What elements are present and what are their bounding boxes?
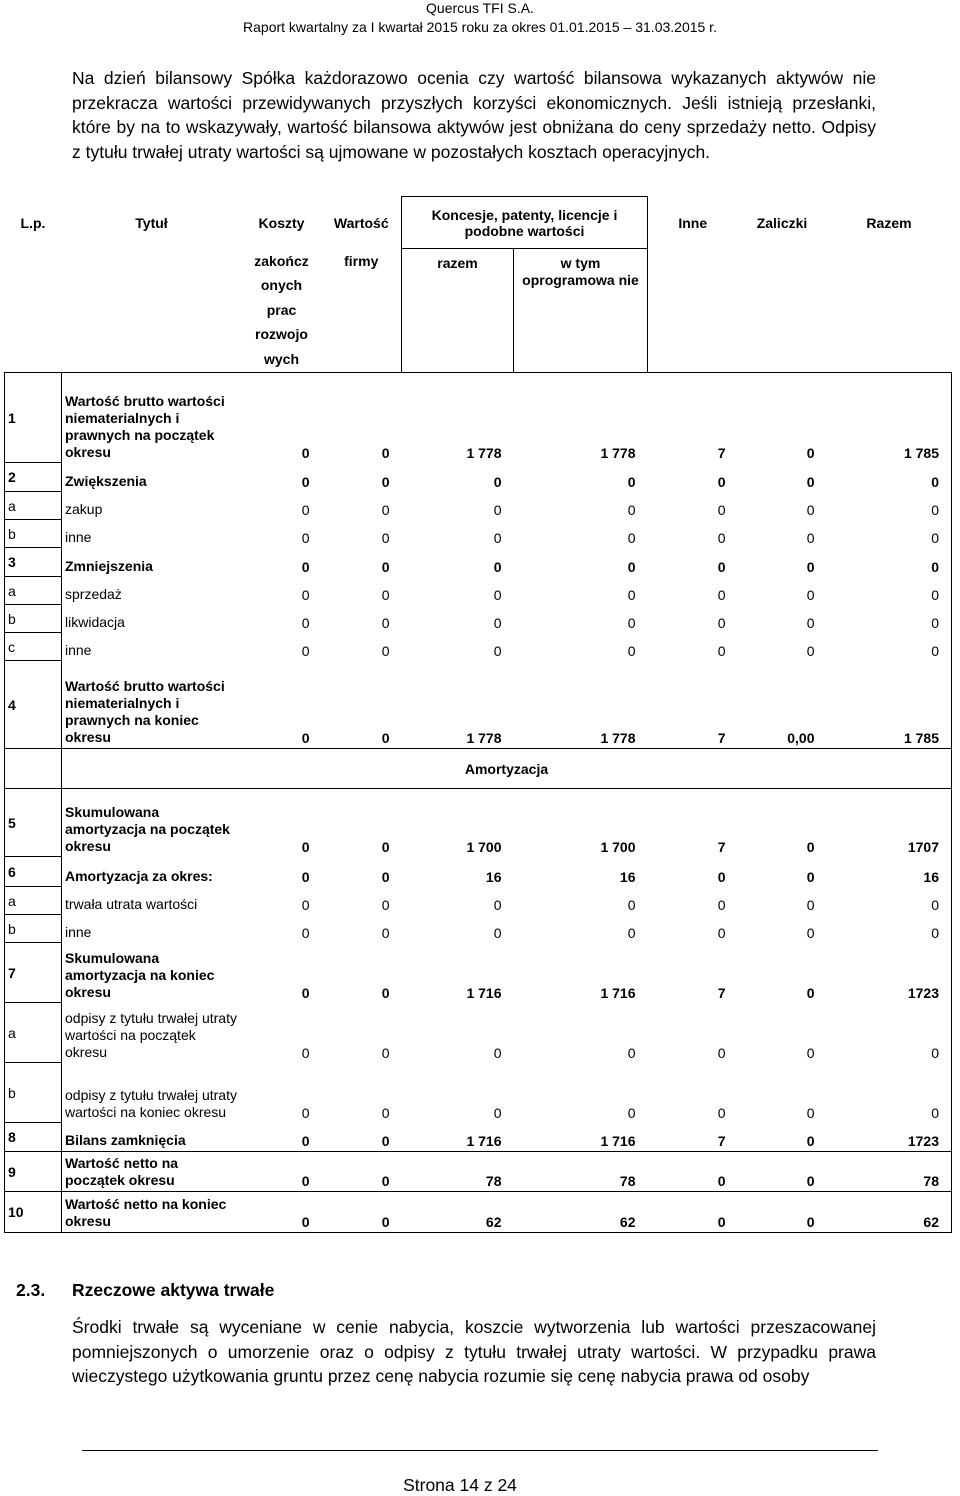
row-value: 0 (301, 924, 310, 941)
row-title: Wartość brutto wartości niematerialnych i prawnych na koniec okresu (65, 678, 225, 745)
row-value: 1 785 (827, 373, 952, 463)
row-value: 0 (827, 492, 952, 520)
row-value: 0 (493, 1044, 502, 1061)
row-value: 0 (717, 529, 726, 546)
row-value: 0 (827, 548, 952, 577)
row-value: 0 (493, 586, 502, 603)
row-value: 1 716 (402, 1123, 514, 1152)
row-value: 0 (627, 586, 636, 603)
row-lp: 1 (5, 373, 62, 463)
row-value: 1 785 (827, 661, 952, 749)
header-value: Wartość (333, 214, 389, 231)
row-lp: 8 (5, 1123, 62, 1152)
row-lp: a (5, 887, 62, 915)
row-lp: 6 (5, 857, 62, 887)
row-value: 1723 (827, 943, 952, 1003)
row-lp: 4 (5, 661, 62, 749)
row-lp: 10 (5, 1192, 62, 1233)
row-value: 0 (381, 529, 390, 546)
intro-text: Na dzień bilansowy Spółka każdorazowo ocenia czy wartość bilansowa wykazanych aktywów nie przekracza wartości przewidywanych przyszłych korzyści ekonomicznych. Jeśli istnieją przesłanki, które by na to wskazywały, wartość bilansowa aktywów jest obniżana do ceny sprzedaży netto. Odpisy z tytułu trwałej utraty wartości są ujmowane w pozostałych kosztach operacyjnych. (72, 68, 876, 162)
row-value: 0 (242, 1123, 322, 1152)
row-value: 0 (301, 586, 310, 603)
row-value: 0 (717, 1044, 726, 1061)
row-value: 0 (301, 1104, 310, 1121)
row-value: 0 (827, 463, 952, 492)
row-value: 0 (381, 984, 390, 1001)
row-value: 0 (493, 558, 502, 575)
row-value: 0 (717, 868, 726, 885)
header-concessions-total: razem (402, 249, 514, 373)
row-value: 0 (806, 838, 815, 855)
row-title: odpisy z tytułu trwałej utraty wartości na początek okresu (65, 1009, 237, 1060)
row-value: 0 (648, 1152, 738, 1192)
row-value: 1 716 (466, 984, 502, 1001)
table-row (5, 520, 952, 548)
row-value: 0 (381, 896, 390, 913)
row-value: 0 (381, 1044, 390, 1061)
row-value: 0 (493, 614, 502, 631)
row-title: sprzedaż (65, 585, 122, 602)
header-costs: Koszty (258, 214, 305, 231)
row-value: 0 (301, 529, 310, 546)
row-value: 0 (648, 1192, 738, 1233)
row-value: 0 (717, 501, 726, 518)
table-row (5, 789, 952, 857)
row-value: 62 (514, 1192, 648, 1233)
row-value: 0 (627, 473, 636, 490)
header-costs-sub: zakończ onych prac rozwojo wych (242, 249, 322, 373)
header-total: Razem (866, 214, 912, 231)
table-row (5, 1192, 952, 1233)
row-value: 0 (717, 1104, 726, 1121)
row-value: 0 (301, 868, 310, 885)
row-lp: b (5, 605, 62, 633)
row-lp: 2 (5, 463, 62, 492)
row-value: 0 (381, 730, 390, 746)
row-value: 0 (827, 1003, 952, 1063)
table-row (5, 887, 952, 915)
row-value: 0 (493, 642, 502, 659)
table-row (5, 548, 952, 577)
row-value: 0 (493, 924, 502, 941)
row-value: 0 (806, 924, 815, 941)
row-value: 16 (485, 868, 502, 885)
row-value: 0 (381, 614, 390, 631)
row-value: 0 (493, 896, 502, 913)
row-value: 0 (381, 1104, 390, 1121)
row-lp: a (5, 492, 62, 520)
row-value: 0 (301, 1044, 310, 1061)
table-row (5, 577, 952, 605)
row-value: 16 (827, 857, 952, 887)
row-lp: 5 (5, 789, 62, 857)
row-value: 0 (381, 868, 390, 885)
header-other: Inne (678, 214, 708, 231)
row-value: 0,00 (787, 730, 815, 746)
row-value: 0 (717, 896, 726, 913)
row-lp: a (5, 577, 62, 605)
intangible-assets-table (4, 196, 952, 1233)
row-value: 0 (493, 501, 502, 518)
row-value: 0 (301, 984, 310, 1001)
table-row (5, 605, 952, 633)
section-text: Środki trwałe są wyceniane w cenie nabycia, koszcie wytworzenia lub wartości przeszacowanej pomniejszonych o umorzenie oraz o odpisy z tytułu trwałej utraty wartości. W przypadku prawa wieczystego użytkowania gruntu przez cenę nabycia rozumie się cenę nabycia prawa od osoby (72, 1317, 876, 1386)
row-value: 0 (301, 838, 310, 855)
table-row (5, 1123, 952, 1152)
report-title: Raport kwartalny za I kwartał 2015 roku za okres 01.01.2015 – 31.03.2015 r. (243, 19, 717, 35)
table-row (5, 943, 952, 1003)
header-row-1 (5, 197, 952, 249)
row-value: 0 (717, 642, 726, 659)
row-value: 0 (381, 558, 390, 575)
row-title: odpisy z tytułu trwałej utraty wartości na koniec okresu (65, 1086, 237, 1120)
row-value: 62 (827, 1192, 952, 1233)
row-title: Zmniejszenia (65, 557, 153, 574)
row-value: 0 (493, 529, 502, 546)
row-value: 0 (806, 1104, 815, 1121)
row-value: 0 (301, 501, 310, 518)
row-lp: b (5, 520, 62, 548)
row-value: 0 (627, 896, 636, 913)
row-value: 0 (301, 444, 310, 461)
company-name: Quercus TFI S.A. (426, 0, 534, 16)
row-value: 0 (627, 1044, 636, 1061)
row-value: 0 (827, 605, 952, 633)
row-value: 0 (301, 473, 310, 490)
row-value: 0 (806, 984, 815, 1001)
row-value: 0 (827, 520, 952, 548)
row-value: 0 (738, 1123, 827, 1152)
table-row (5, 1003, 952, 1063)
row-value: 0 (301, 642, 310, 659)
table-row (5, 463, 952, 492)
row-value: 0 (827, 915, 952, 943)
footer-divider (82, 1450, 878, 1451)
row-value: 0 (381, 473, 390, 490)
row-value: 0 (242, 1152, 322, 1192)
row-value: 0 (806, 614, 815, 631)
row-title: Bilans zamknięcia (62, 1123, 242, 1152)
row-value: 0 (322, 1152, 402, 1192)
row-value: 0 (627, 558, 636, 575)
row-lp: c (5, 633, 62, 661)
row-value: 0 (738, 1152, 827, 1192)
row-value: 0 (717, 924, 726, 941)
row-title: inne (65, 923, 92, 940)
intro-paragraph (72, 66, 876, 164)
row-lp: b (5, 1063, 62, 1123)
row-title: inne (65, 528, 92, 545)
row-value: 0 (381, 642, 390, 659)
row-title: Skumulowana amortyzacja na początek okresu (65, 803, 230, 854)
section-number: 2.3. (16, 1280, 46, 1300)
row-value: 0 (806, 642, 815, 659)
row-value: 0 (738, 1192, 827, 1233)
row-lp: 3 (5, 548, 62, 577)
row-value: 0 (627, 501, 636, 518)
row-value: 0 (806, 558, 815, 575)
row-value: 0 (827, 887, 952, 915)
amortization-label: Amortyzacja (62, 749, 952, 789)
row-title: Wartość netto na koniec okresu (62, 1192, 242, 1233)
row-value: 78 (827, 1152, 952, 1192)
header-advances: Zaliczki (756, 214, 808, 231)
row-value: 7 (717, 838, 726, 855)
row-value: 0 (717, 473, 726, 490)
header-title: Tytuł (135, 214, 168, 231)
row-value: 7 (717, 444, 726, 461)
row-title: Wartość netto na początek okresu (62, 1152, 242, 1192)
row-value: 0 (301, 614, 310, 631)
row-value: 1723 (827, 1123, 952, 1152)
table-row (5, 857, 952, 887)
row-title: Amortyzacja za okres: (65, 867, 213, 884)
row-value: 0 (806, 444, 815, 461)
row-value: 1 778 (600, 444, 636, 461)
row-value: 7 (648, 1123, 738, 1152)
row-value: 0 (627, 924, 636, 941)
row-lp: a (5, 1003, 62, 1063)
table-row (5, 661, 952, 749)
row-value: 0 (717, 586, 726, 603)
row-value: 1 778 (600, 730, 636, 746)
row-value: 0 (322, 1123, 402, 1152)
row-value: 0 (381, 586, 390, 603)
row-value: 1 700 (466, 838, 502, 855)
section-heading (16, 1280, 274, 1301)
header-concessions-software: w tym oprogramowa nie (514, 249, 648, 373)
row-value: 0 (806, 529, 815, 546)
row-value: 78 (514, 1152, 648, 1192)
row-value: 1 778 (466, 444, 502, 461)
row-lp: 9 (5, 1152, 62, 1192)
row-value: 0 (381, 444, 390, 461)
row-value: 0 (493, 1104, 502, 1121)
row-value: 78 (402, 1152, 514, 1192)
row-value: 0 (827, 633, 952, 661)
row-value: 7 (717, 730, 726, 746)
row-value: 0 (806, 473, 815, 490)
row-lp: b (5, 915, 62, 943)
amortization-divider-row (5, 749, 952, 789)
header-value-sub: firmy (322, 249, 402, 373)
row-value: 1 716 (514, 1123, 648, 1152)
row-value: 0 (827, 1063, 952, 1123)
row-value: 0 (627, 614, 636, 631)
row-title: Wartość brutto wartości niematerialnych i prawnych na początek okresu (65, 392, 225, 460)
section-body (72, 1315, 876, 1389)
row-value: 0 (493, 473, 502, 490)
table-row (5, 633, 952, 661)
section-title: Rzeczowe aktywa trwałe (72, 1280, 275, 1300)
row-value: 0 (806, 1044, 815, 1061)
row-value: 0 (301, 558, 310, 575)
row-value: 62 (402, 1192, 514, 1233)
row-value: 0 (322, 1192, 402, 1233)
row-value: 0 (806, 896, 815, 913)
header-concessions: Koncesje, patenty, licencje i podobne wartości (402, 197, 648, 249)
row-value: 0 (806, 586, 815, 603)
row-title: Skumulowana amortyzacja na koniec okresu (65, 949, 215, 1000)
row-lp: 7 (5, 943, 62, 1003)
table-row (5, 1063, 952, 1123)
table-row (5, 373, 952, 463)
row-value: 1 778 (466, 730, 502, 746)
table-row (5, 1152, 952, 1192)
row-value: 0 (806, 501, 815, 518)
row-value: 7 (717, 984, 726, 1001)
row-title: inne (65, 641, 92, 658)
row-title: zakup (65, 500, 103, 517)
row-title: Zwiększenia (65, 472, 147, 489)
row-title: trwała utrata wartości (65, 895, 198, 912)
row-value: 0 (717, 614, 726, 631)
row-value: 0 (627, 1104, 636, 1121)
table-row (5, 492, 952, 520)
row-value: 0 (381, 501, 390, 518)
row-value: 1707 (827, 789, 952, 857)
row-value: 0 (301, 896, 310, 913)
table-row (5, 915, 952, 943)
row-value: 1 716 (600, 984, 636, 1001)
row-value: 0 (242, 1192, 322, 1233)
page-number: Strona 14 z 24 (403, 1475, 517, 1495)
row-value: 0 (717, 558, 726, 575)
row-value: 0 (381, 924, 390, 941)
row-value: 0 (827, 577, 952, 605)
row-value: 0 (381, 838, 390, 855)
row-value: 16 (619, 868, 636, 885)
row-title: likwidacja (65, 613, 125, 630)
row-value: 1 700 (600, 838, 636, 855)
row-value: 0 (301, 730, 310, 746)
header-row-2 (5, 249, 952, 373)
row-value: 0 (627, 529, 636, 546)
header-lp: L.p. (20, 214, 46, 231)
row-value: 0 (627, 642, 636, 659)
row-value: 0 (806, 868, 815, 885)
